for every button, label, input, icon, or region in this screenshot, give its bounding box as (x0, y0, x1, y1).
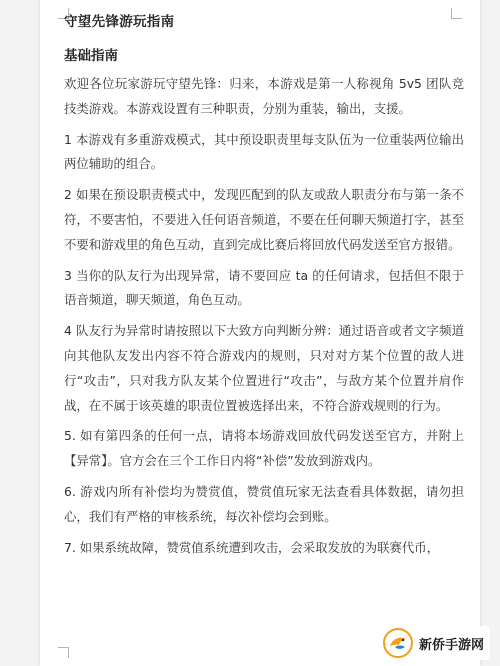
paragraph-4: 4 队友行为异常时请按照以下大致方向判断分辨：通过语音或者文字频道向其他队友发出内容不符合游戏内的规则，只对对方某个位置的敌人进行“攻击”，只对我方队友某个位置进行“攻击”，与敌方某个位置并肩作战，在不属于该英雄的职责位置被选择出来，不符合游戏规则的行为。 (64, 323, 464, 413)
paragraph-6: 6. 游戏内所有补偿均为赞赏值，赞赏值玩家无法查看具体数据，请勿担心，我们有严格的审核系统，每次补偿均会到账。 (64, 483, 464, 524)
paragraph-3: 3 当你的队友行为出现异常，请不要回应 ta 的任何请求，包括但不限于语音频道，聊天频道，角色互动。 (64, 267, 464, 308)
section-heading: 基础指南 (64, 48, 118, 64)
document-title: 守望先锋游玩指南 (64, 14, 175, 30)
paragraph-2: 2 如果在预设职责模式中，发现匹配到的队友或敌人职责分布与第一条不符，不要害怕，不要进入任何语音频道，不要在任何聊天频道打字，甚至不要和游戏里的角色互动，直到完成比赛后将回放代码发送至官方报错。 (64, 187, 464, 252)
paragraph-5: 5. 如有第四条的任何一点，请将本场游戏回放代码发送至官方，并附上【异常】。官方会在三个工作日内将“补偿”发放到游戏内。 (64, 428, 464, 469)
document-page (40, 0, 480, 666)
paragraph-1: 1 本游戏有多重游戏模式，其中预设职责里每支队伍为一位重装两位输出两位辅助的组合。 (64, 131, 464, 172)
bird-logo-icon (383, 628, 413, 658)
crop-mark-top-right (451, 8, 462, 19)
watermark-text: 新侨手游网 (418, 637, 484, 653)
paragraph-7: 7. 如果系统故障，赞赏值系统遭到攻击，会采取发放的为联赛代币， (64, 539, 440, 555)
site-watermark (377, 626, 490, 660)
crop-mark-bottom-left (58, 647, 69, 658)
document-body (64, 72, 464, 560)
paragraph-intro: 欢迎各位玩家游玩守望先锋：归来，本游戏是第一人称视角 5v5 团队竞技类游戏。本游戏设置有三种职责，分别为重装，输出，支援。 (64, 76, 464, 116)
